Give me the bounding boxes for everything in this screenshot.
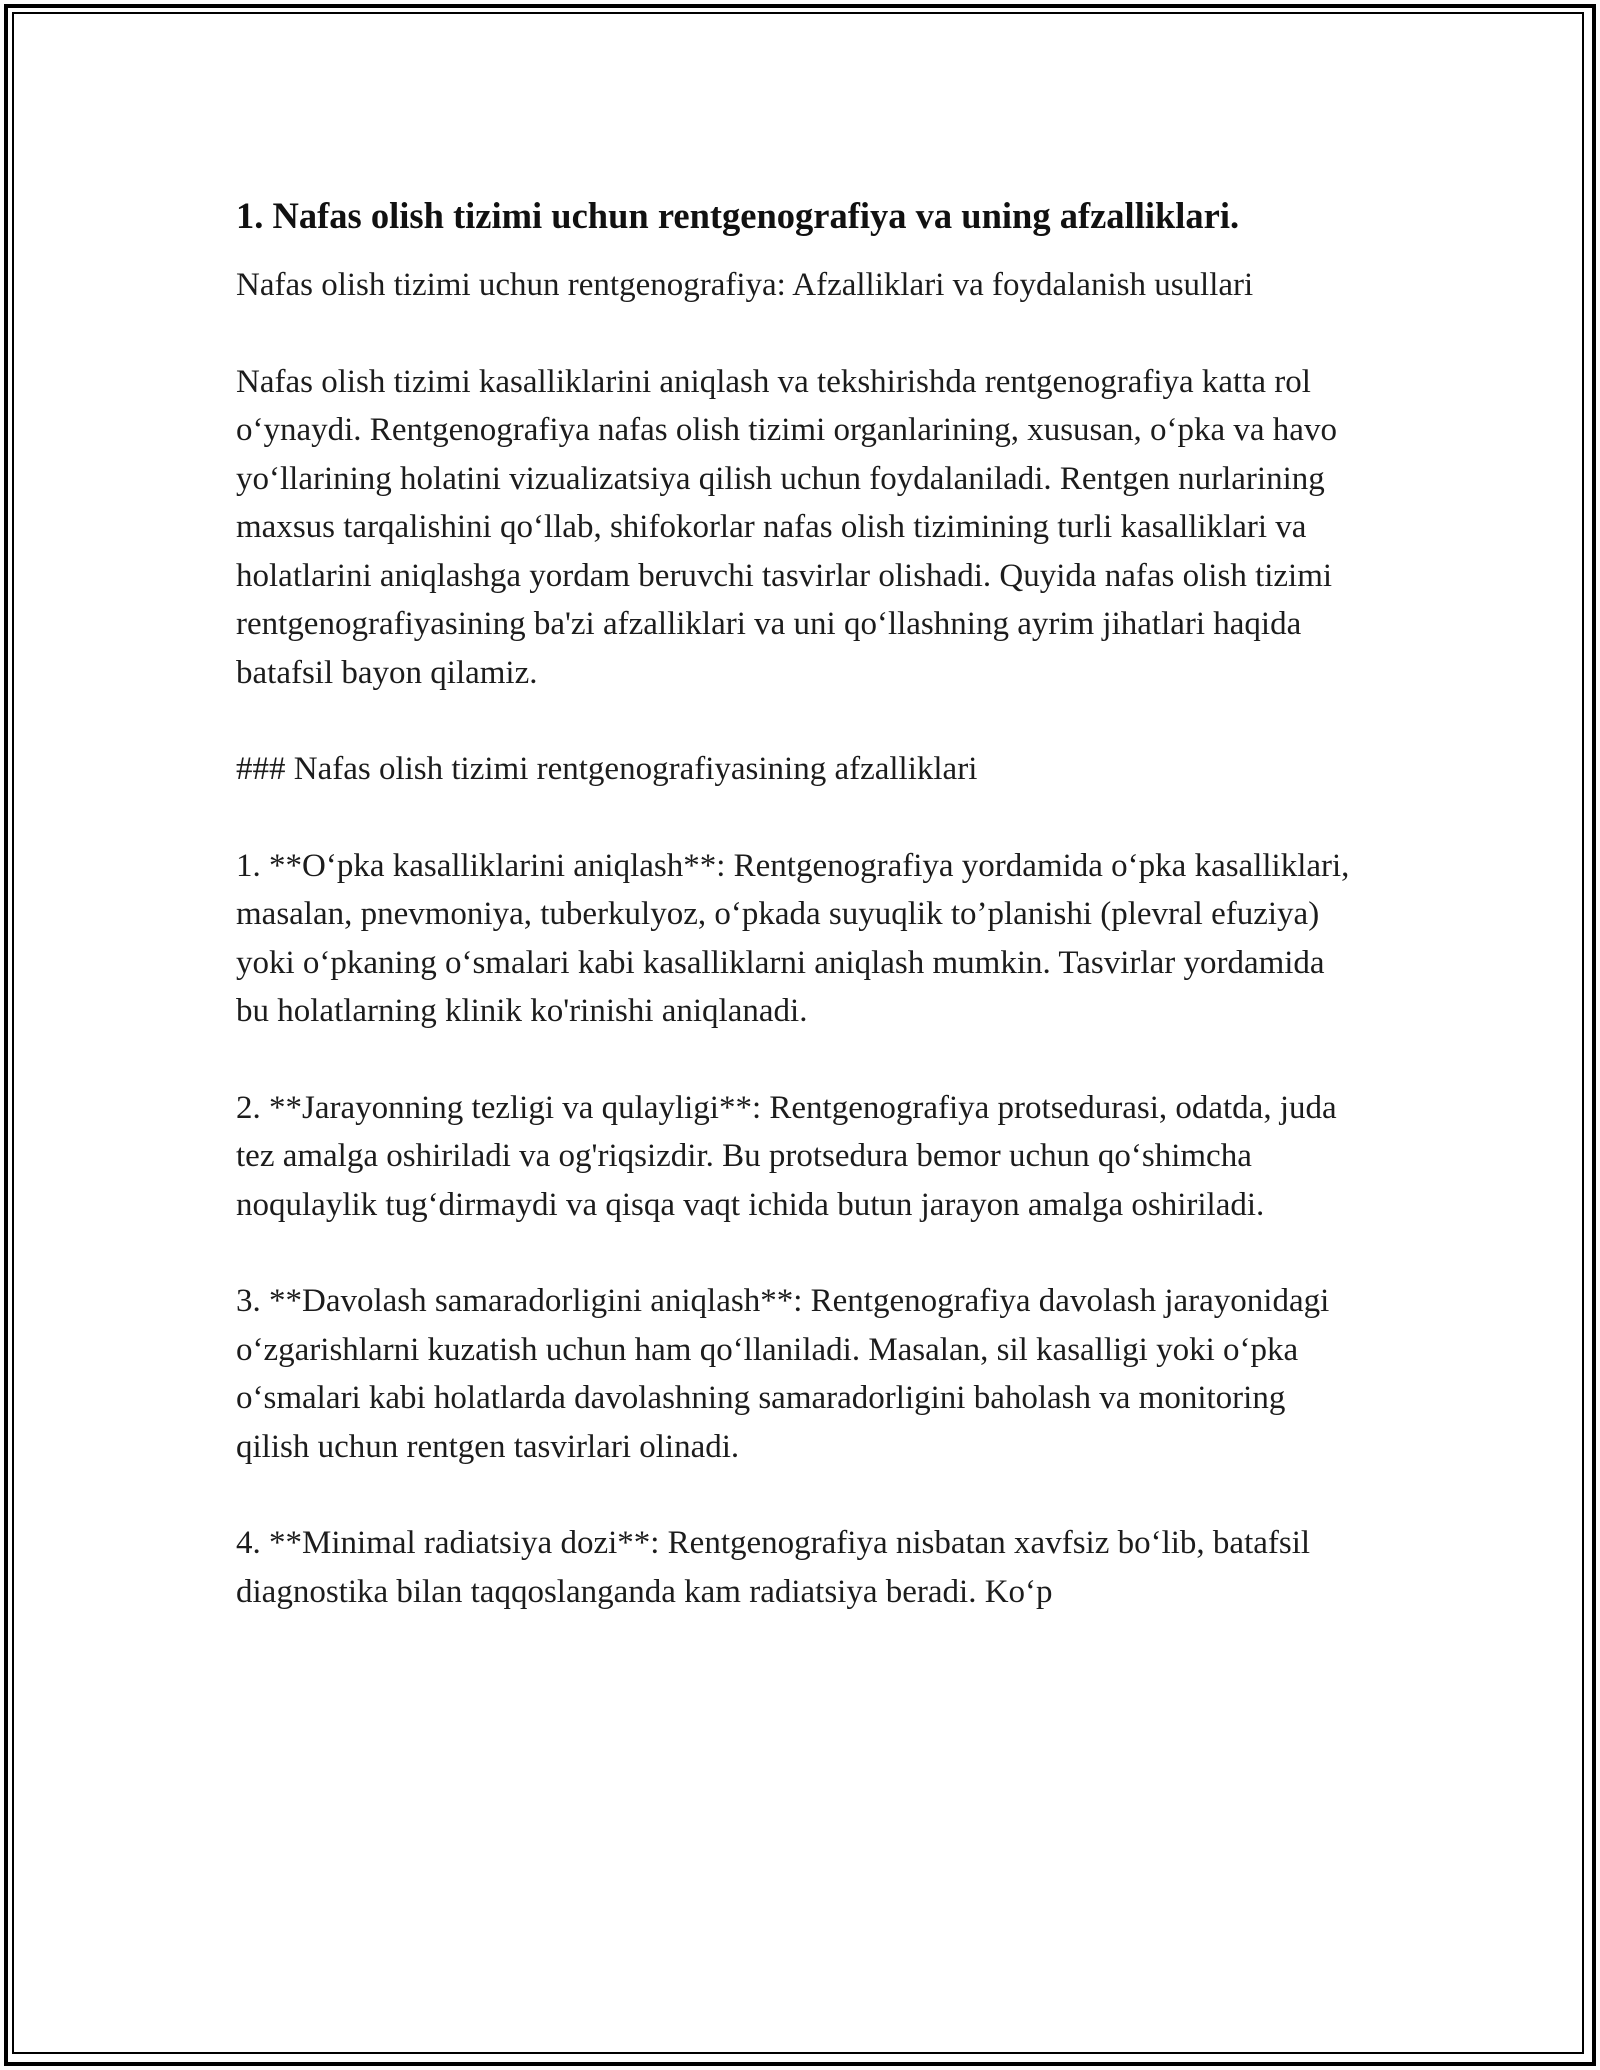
document-body [236,188,1360,1664]
list-item-3: 3. **Davolash samaradorligini aniqlash**: Rentgenografiya davolash jarayonidagi oʻzgarishlarni kuzatish uchun ham qoʻllaniladi. Masalan, sil kasalligi yoki oʻpka oʻsmalari kabi holatlarda davolashning samaradorligini baholash va monitoring qilish uchun rentgen tasvirlari olinadi. [236,1283,1330,1465]
intro-paragraph: Nafas olish tizimi kasalliklarini aniqlash va tekshirishda rentgenografiya katta rol oʻynaydi. Rentgenografiya nafas olish tizimi organlarining, xususan, oʻpka va havo yoʻllarining holatini vizualizatsiya qilish uchun foydalaniladi. Rentgen nurlarining maxsus tarqalishini qoʻllab, shifokorlar nafas olish tizimining turli kasalliklari va holatlarini aniqlashga yordam beruvchi tasvirlar olishadi. Quyida nafas olish tizimi rentgenografiyasining ba'zi afzalliklari va uni qoʻllashning ayrim jihatlari haqida batafsil bayon qilamiz. [236,363,1337,691]
list-item-1: 1. **Oʻpka kasalliklarini aniqlash**: Rentgenografiya yordamida oʻpka kasalliklari, masalan, pnevmoniya, tuberkulyoz, oʻpkada suyuqlik to’planishi (plevral efuziya) yoki oʻpkaning oʻsmalari kabi kasalliklarni aniqlash mumkin. Tasvirlar yordamida bu holatlarning klinik ko'rinishi aniqlanadi. [236,847,1350,1029]
subtitle-paragraph: Nafas olish tizimi uchun rentgenografiya: Afzalliklari va foydalanish usullari [236,267,1254,303]
list-item-2: 2. **Jarayonning tezligi va qulayligi**: Rentgenografiya protsedurasi, odatda, juda tez amalga oshiriladi va og'riqsizdir. Bu protsedura bemor uchun qoʻshimcha noqulaylik tugʻdirmaydi va qisqa vaqt ichida butun jarayon amalga oshiriladi. [236,1089,1337,1223]
document-title: 1. Nafas olish tizimi uchun rentgenografiya va uning afzalliklari. [236,195,1240,236]
section-heading-text: ### Nafas olish tizimi rentgenografiyasining afzalliklari [236,751,978,787]
list-item-4: 4. **Minimal radiatsiya dozi**: Rentgenografiya nisbatan xavfsiz boʻlib, batafsil diagnostika bilan taqqoslanganda kam radiatsiya beradi. Koʻp [236,1525,1311,1610]
